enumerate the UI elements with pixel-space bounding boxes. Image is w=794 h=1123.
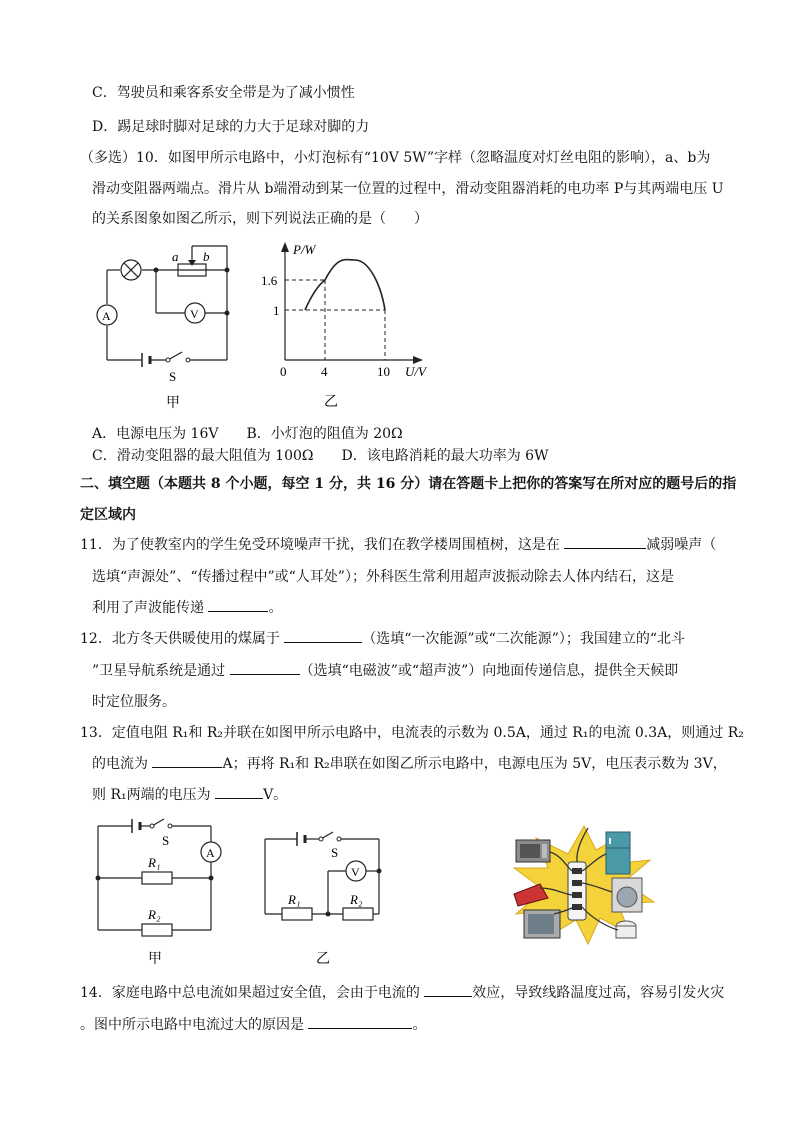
q9-option-d: D．踢足球时脚对足球的力大于足球对脚的力 bbox=[92, 119, 370, 135]
q10-stem-line1: （多选）10．如图甲所示电路中，小灯泡标有“10V 5W”字样（忽略温度对灯丝电阻的影响），a、b为 bbox=[80, 150, 711, 166]
y-tick-1-6: 1.6 bbox=[261, 273, 278, 288]
q11-text-3a: 利用了声波能传递 bbox=[92, 600, 209, 616]
q13-text-2b: A；再将 R₁和 R₂串联在如图乙所示电路中，电源电压为 5V，电压表示数为 3V， bbox=[222, 756, 727, 772]
q12-line3: 时定位服务。 bbox=[92, 694, 176, 710]
r2-label: R₂ bbox=[148, 907, 161, 922]
q10-circuit-figure bbox=[90, 240, 250, 420]
y-axis-arrow bbox=[281, 242, 289, 252]
q11-text-3b: 。 bbox=[268, 600, 283, 616]
figure-caption-yi: 乙 bbox=[324, 394, 338, 410]
q11-line3 bbox=[92, 597, 282, 617]
power-curve bbox=[305, 260, 385, 310]
q13-line3 bbox=[92, 784, 287, 804]
ammeter-label: A bbox=[102, 309, 111, 323]
switch-label: S bbox=[169, 369, 177, 384]
q14-text-2a: 。图中所示电路中电流过大的原因是 bbox=[80, 1017, 309, 1033]
q13-text-2a: 的电流为 bbox=[92, 756, 153, 772]
x-axis-label: U/V bbox=[405, 364, 426, 379]
r1-label: R₁ bbox=[288, 892, 301, 907]
ammeter-label: A bbox=[206, 846, 215, 860]
q12-line2 bbox=[92, 660, 678, 680]
q12-text-1a: 12．北方冬天供暖使用的煤属于 bbox=[80, 631, 285, 647]
q14-text-1b: 效应，导致线路温度过高，容易引发火灾 bbox=[472, 985, 725, 1001]
q13-text-3b: V。 bbox=[263, 787, 288, 803]
q10-stem-line2: 滑动变阻器两端点。滑片从 b端滑动到某一位置的过程中，滑动变阻器消耗的电功率 P与其两端电压 U bbox=[92, 181, 724, 197]
slider-arrow bbox=[188, 260, 196, 266]
q11-text-1a: 11．为了使教室内的学生免受环境噪声干扰，我们在教学楼周围植树，这是在 bbox=[80, 537, 565, 553]
q12-blank-1[interactable] bbox=[284, 628, 362, 643]
x-axis-arrow bbox=[413, 356, 423, 364]
q14-blank-2[interactable] bbox=[308, 1014, 412, 1029]
q13-text-3a: 则 R₁两端的电压为 bbox=[92, 787, 216, 803]
q13-line1: 13．定值电阻 R₁和 R₂并联在如图甲所示电路中，电流表的示数为 0.5A，通过 R₁的电流 0.3A，则通过 R₂ bbox=[80, 725, 744, 741]
q10-options-cd: C．滑动变阻器的最大阻值为 100Ω D．该电路消耗的最大功率为 6W bbox=[92, 448, 549, 464]
y-axis-label: P/W bbox=[293, 242, 316, 257]
q11-line2: 选填“声源处”、“传播过程中”或“人耳处”）；外科医生常利用超声波振动除去人体内结石，这是 bbox=[92, 569, 674, 585]
rheostat-end-a: a bbox=[172, 249, 179, 264]
q11-blank-1[interactable] bbox=[564, 534, 646, 549]
q13-parallel-circuit-figure bbox=[90, 815, 230, 970]
microwave-icon bbox=[516, 840, 550, 862]
q14-text-2b: 。 bbox=[412, 1017, 427, 1033]
overloaded-power-strip-illustration bbox=[510, 822, 658, 946]
section-2-heading-line2: 定区域内 bbox=[80, 507, 136, 523]
washing-machine-icon bbox=[612, 878, 642, 912]
switch-label: S bbox=[162, 833, 170, 848]
q13-series-circuit-figure bbox=[255, 815, 405, 970]
q10-power-voltage-chart bbox=[255, 238, 455, 418]
voltmeter-label: V bbox=[351, 865, 360, 879]
x-tick-0: 0 bbox=[280, 364, 287, 379]
figure-caption-yi: 乙 bbox=[316, 951, 330, 967]
r2-label: R₂ bbox=[350, 892, 363, 907]
q14-text-1a: 14．家庭电路中总电流如果超过安全值，会由于电流的 bbox=[80, 985, 425, 1001]
q10-options-ab: A．电源电压为 16V B．小灯泡的阻值为 20Ω bbox=[92, 426, 403, 442]
q14-line2 bbox=[80, 1014, 426, 1034]
q12-blank-2[interactable] bbox=[230, 660, 300, 675]
r1-label: R₁ bbox=[148, 855, 161, 870]
q11-line1 bbox=[80, 534, 716, 554]
q14-line1 bbox=[80, 982, 724, 1002]
q13-blank-2[interactable] bbox=[215, 784, 263, 799]
x-tick-10: 10 bbox=[377, 364, 390, 379]
voltmeter-label: V bbox=[190, 307, 199, 321]
rheostat-end-b: b bbox=[203, 249, 210, 264]
figure-caption-jia: 甲 bbox=[166, 395, 180, 411]
q11-text-1b: 减弱噪声（ bbox=[646, 537, 717, 553]
q12-line1 bbox=[80, 628, 685, 648]
fridge-icon bbox=[606, 832, 630, 874]
x-tick-4: 4 bbox=[321, 364, 328, 379]
switch-label: S bbox=[331, 845, 339, 860]
q12-text-2b: （选填“电磁波”或“超声波”）向地面传递信息，提供全天候即 bbox=[299, 663, 679, 679]
figure-caption-jia: 甲 bbox=[148, 951, 162, 967]
y-tick-1: 1 bbox=[273, 303, 280, 318]
q9-option-c: C．驾驶员和乘客系安全带是为了减小惯性 bbox=[92, 85, 355, 101]
section-2-heading-line1: 二、填空题（本题共 8 个小题，每空 1 分，共 16 分）请在答题卡上把你的答案写在所对应的题号后的指 bbox=[80, 476, 737, 492]
q14-blank-1[interactable] bbox=[424, 982, 472, 997]
q10-stem-line3: 的关系图象如图乙所示，则下列说法正确的是（ ） bbox=[92, 211, 428, 227]
q13-line2 bbox=[92, 753, 727, 773]
q12-text-2a: ”卫星导航系统是通过 bbox=[92, 663, 230, 679]
rice-cooker-icon bbox=[616, 921, 636, 938]
q11-blank-2[interactable] bbox=[208, 597, 268, 612]
q12-text-1b: （选填“一次能源”或“二次能源”）；我国建立的“北斗 bbox=[362, 631, 686, 647]
q13-blank-1[interactable] bbox=[152, 753, 222, 768]
